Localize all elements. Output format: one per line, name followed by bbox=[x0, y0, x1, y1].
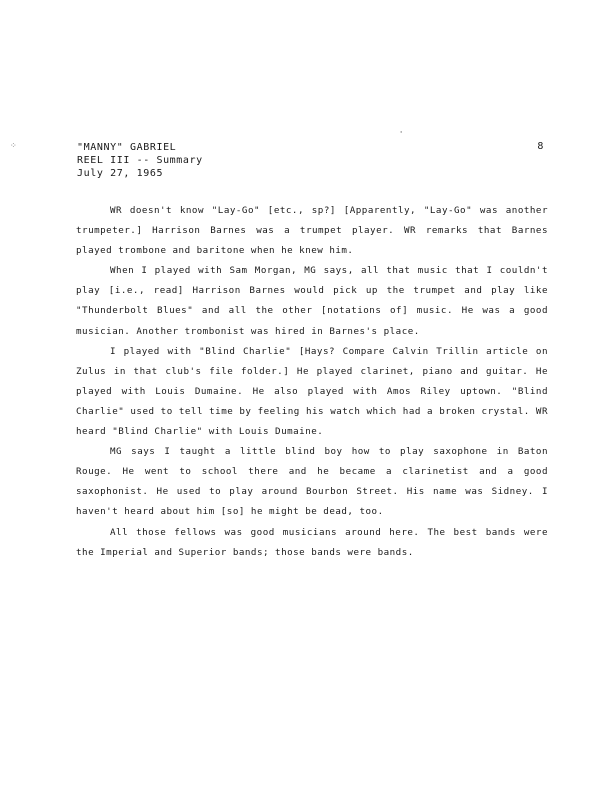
stray-mark-left: ⁘ bbox=[10, 141, 17, 150]
paragraph: WR doesn't know "Lay-Go" [etc., sp?] [Apparently, "Lay-Go" was another trumpeter.] Harrison Barnes was a trumpet player. WR remarks that Barnes played trombone and baritone when he knew him. bbox=[76, 205, 548, 257]
interviewee-name: "MANNY" GABRIEL bbox=[77, 142, 177, 153]
paragraph: All those fellows was good musicians around here. The best bands were the Imperial and Superior bands; those bands were bands. bbox=[76, 526, 548, 558]
page-number: 8 bbox=[537, 141, 544, 152]
stray-mark-top: ' bbox=[399, 130, 404, 138]
reel-label: REEL III -- Summary bbox=[77, 155, 203, 166]
interview-date: July 27, 1965 bbox=[77, 168, 164, 179]
paragraph: I played with "Blind Charlie" [Hays? Compare Calvin Trillin article on Zulus in that club's file folder.] He played clarinet, piano and guitar. He played with Louis Dumaine. He also played with Amos Riley uptown. "Blind Charlie" used to tell time by feeling his watch which had a broken crystal. WR heard "Blind Charlie" with Louis Dumaine. bbox=[76, 345, 548, 438]
summary-body bbox=[76, 201, 548, 563]
document-header bbox=[77, 141, 547, 180]
paragraph: MG says I taught a little blind boy how to play saxophone in Baton Rouge. He went to school there and he became a clarinetist and a good saxophonist. He used to play around Bourbon Street. His name was Sidney. I haven't heard about him [so] he might be dead, too. bbox=[76, 446, 548, 518]
paragraph: When I played with Sam Morgan, MG says, all that music that I couldn't play [i.e., read] Harrison Barnes would pick up the trumpet and play like "Thunderbolt Blues" and all the other [notations of] music. He was a good musician. Another trombonist was hired in Barnes's place. bbox=[76, 265, 548, 337]
